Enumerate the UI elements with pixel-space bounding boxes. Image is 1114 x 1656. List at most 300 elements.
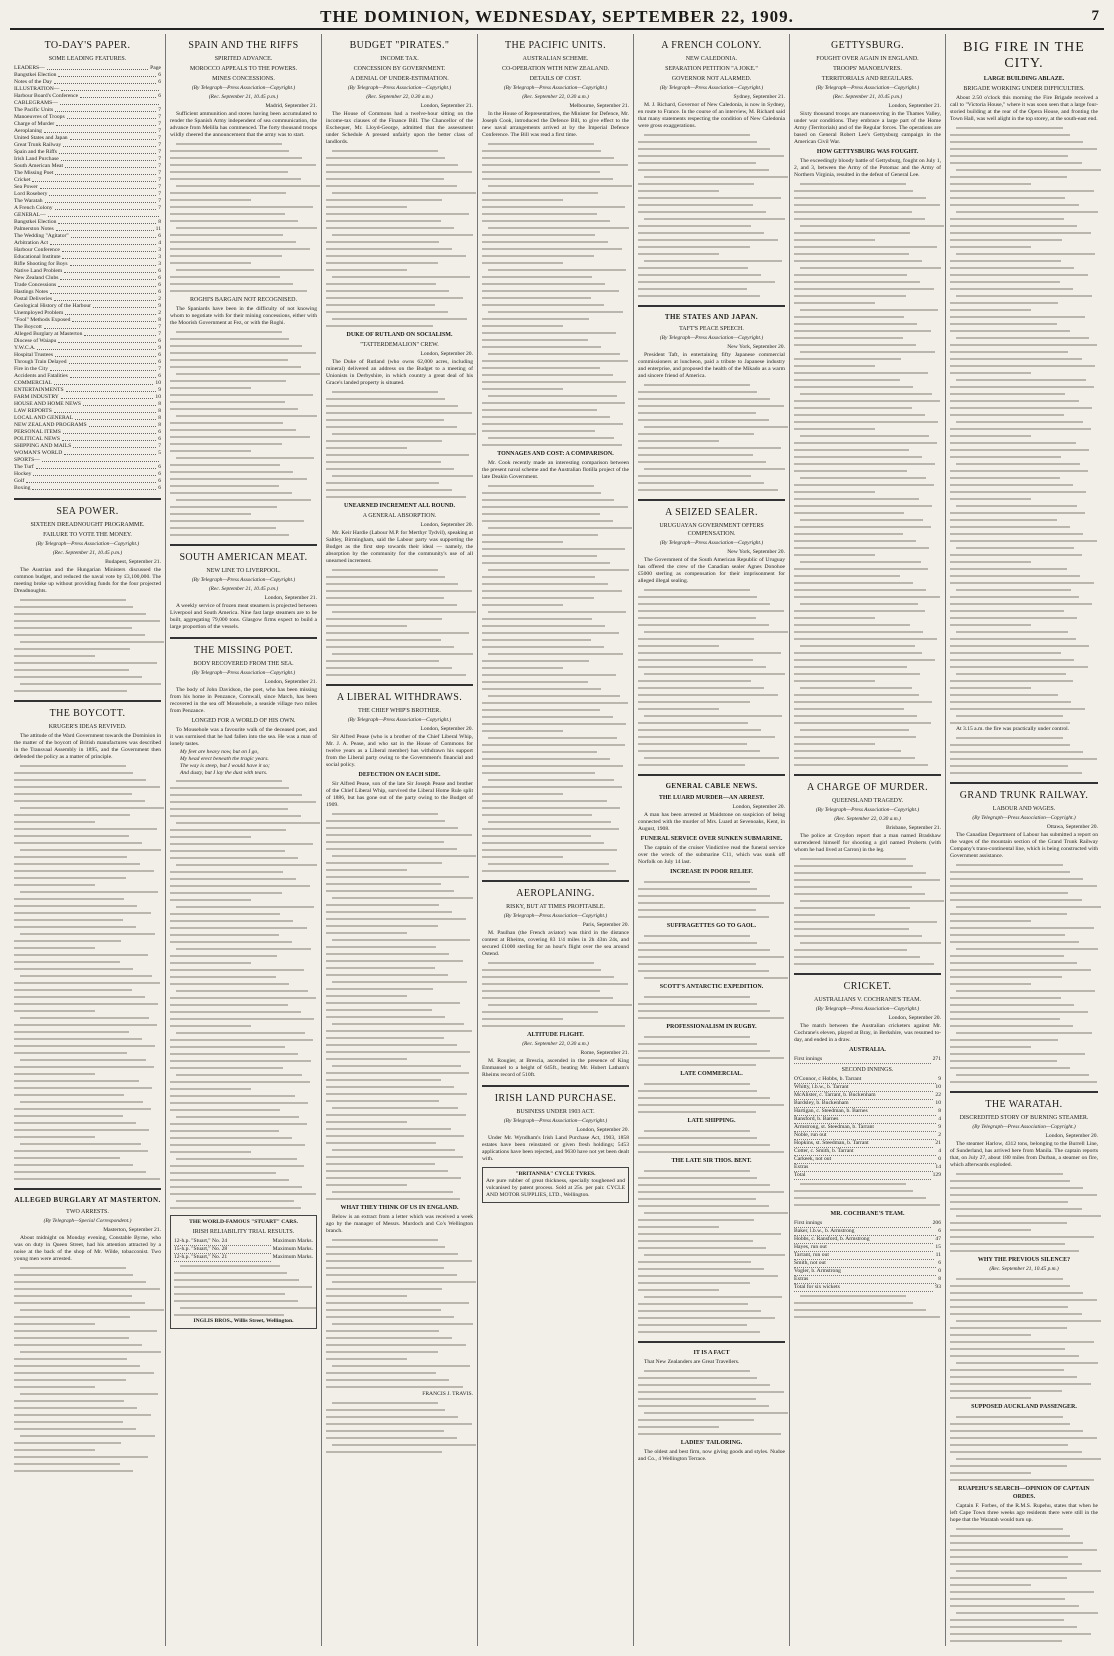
scorecard-row-label: McAlister, c. Tarrant, b. Buckenham xyxy=(794,1092,933,1100)
text-line xyxy=(794,1194,941,1201)
text-line xyxy=(950,355,1098,362)
scorecard-row xyxy=(794,1244,941,1252)
article-text xyxy=(326,566,473,678)
text-line xyxy=(794,911,941,918)
text-line xyxy=(794,488,941,495)
text-line xyxy=(170,259,317,266)
text-line xyxy=(326,189,473,196)
text-line xyxy=(170,861,317,868)
text-line xyxy=(14,652,161,659)
text-line xyxy=(950,1015,1098,1022)
toc-item-label: Notes of the Day xyxy=(14,79,53,85)
article-text xyxy=(950,861,1098,1085)
text-line xyxy=(638,278,785,285)
text-line xyxy=(950,896,1098,903)
poem-subtitle: LONGED FOR A WORLD OF HIS OWN. xyxy=(191,718,296,724)
text-line xyxy=(482,566,629,573)
text-line xyxy=(326,657,473,664)
toc-item-value: 7 xyxy=(158,205,161,211)
text-line xyxy=(326,671,473,678)
toc-item xyxy=(14,79,161,86)
text-line xyxy=(14,1077,161,1084)
article-text xyxy=(170,140,317,294)
text-line xyxy=(950,166,1098,173)
article-text xyxy=(950,1275,1098,1401)
altitude-body: M. Rougier, at Brescia, ascended in the presence of King Emmanuel to a height of 645ft., beating Mr. Hubert Latham's Rheims record of 510ft. xyxy=(482,1058,629,1078)
toc-item-label: CABLEGRAMS— xyxy=(14,100,58,106)
text-line xyxy=(326,203,473,210)
text-line xyxy=(950,910,1098,917)
text-line xyxy=(482,441,629,448)
text-line xyxy=(638,1007,785,1014)
text-line xyxy=(638,1279,785,1286)
article-text xyxy=(638,131,785,299)
text-line xyxy=(482,385,629,392)
text-line xyxy=(950,1448,1098,1455)
toc-item-value: 6 xyxy=(158,72,161,78)
text-line xyxy=(638,131,785,138)
toc-item-label: Spain and the Riffs xyxy=(14,149,57,155)
text-line xyxy=(14,1133,161,1140)
text-line xyxy=(794,558,941,565)
toc-item-value: 7 xyxy=(158,331,161,337)
text-line xyxy=(638,458,785,465)
page-number: 7 xyxy=(1091,8,1100,24)
toc-item-value: 7 xyxy=(158,128,161,134)
text-line xyxy=(326,1264,473,1271)
text-line xyxy=(326,231,473,238)
text-line xyxy=(638,1195,785,1202)
silence-received: (Rec. September 21, 10.45 p.m.) xyxy=(989,1266,1059,1272)
dot-leader xyxy=(83,401,156,406)
text-line xyxy=(174,1262,313,1269)
altitude-dateline: Rome, September 21. xyxy=(580,1050,629,1056)
spain-received: (Rec. September 21, 10.45 p.m.) xyxy=(208,94,279,100)
toc-item xyxy=(14,401,161,408)
text-line xyxy=(950,734,1098,741)
text-line xyxy=(638,1314,785,1321)
text-line xyxy=(482,350,629,357)
text-line xyxy=(794,684,941,691)
unearned-dateline: London, September 20. xyxy=(420,522,473,528)
text-line xyxy=(482,322,629,329)
article-text xyxy=(170,328,317,538)
text-line xyxy=(794,201,941,208)
article-text xyxy=(638,1080,785,1115)
waratah-dateline: London, September 20. xyxy=(1045,1133,1098,1139)
dot-leader xyxy=(56,121,156,126)
toc-item xyxy=(14,135,161,142)
text-line xyxy=(14,1063,161,1070)
text-line xyxy=(638,409,785,416)
scorecard-row xyxy=(794,1164,941,1172)
text-line xyxy=(950,1476,1098,1483)
sealer-body: The Government of the South American Republic of Uruguay has offered the crew of the Canadian sealer Agnes Donohoe £5000 sterling as compensation for their imprisonment for alleged illegal sealing. xyxy=(638,557,785,584)
toc-item xyxy=(14,303,161,310)
text-line xyxy=(14,1439,161,1446)
text-line xyxy=(794,740,941,747)
text-line xyxy=(638,472,785,479)
article-text xyxy=(326,810,473,1202)
grand-trunk-body: The Canadian Department of Labour has submitted a report on the wages of the mountain section of the Grand Trunk Railway Company's trans-continental line, which is being constructed with Government assistance. xyxy=(950,832,1098,859)
text-line xyxy=(482,315,629,322)
text-line xyxy=(794,369,941,376)
dot-leader xyxy=(70,373,156,378)
toc-item xyxy=(14,331,161,338)
text-line xyxy=(326,1376,473,1383)
toc-item-label: Trade Concessions xyxy=(14,282,57,288)
text-line xyxy=(950,1050,1098,1057)
toc-item-value: 7 xyxy=(158,184,161,190)
toc-item-value: 7 xyxy=(158,170,161,176)
text-line xyxy=(794,502,941,509)
text-line xyxy=(14,1467,161,1474)
text-line xyxy=(950,959,1098,966)
burglary-credit: (By Telegraph—Special Correspondent.) xyxy=(43,1218,132,1224)
text-line xyxy=(14,888,161,895)
gettysburg-title: GETTYSBURG. xyxy=(830,40,904,51)
text-line xyxy=(950,1289,1098,1296)
irish-subtitle: BUSINESS UNDER 1903 ACT. xyxy=(516,1109,595,1115)
ladies-title: LADIES' TAILORING. xyxy=(680,1440,743,1446)
fact-title: IT IS A FACT xyxy=(693,1350,730,1356)
text-line xyxy=(170,896,317,903)
text-line xyxy=(950,180,1098,187)
gettysburg-subtitle-2: TROOPS' MANOEUVRES. xyxy=(833,66,902,72)
text-line xyxy=(326,880,473,887)
aeroplaning-subtitle: RISKY, BUT AT TIMES PROFITABLE. xyxy=(506,904,605,910)
toc-item-value: 6 xyxy=(158,338,161,344)
text-line xyxy=(174,1304,313,1311)
dot-leader xyxy=(62,254,156,259)
text-line xyxy=(170,798,317,805)
text-line xyxy=(950,987,1098,994)
text-line xyxy=(482,482,629,489)
text-line xyxy=(950,187,1098,194)
text-line xyxy=(638,1174,785,1181)
text-line xyxy=(794,551,941,558)
text-line xyxy=(638,993,785,1000)
bowling-text xyxy=(794,1292,941,1320)
text-line xyxy=(638,1367,785,1374)
text-line xyxy=(326,1243,473,1250)
scorecard-row-value: 9 xyxy=(938,1124,941,1130)
scorecard-row-label: Hopkins, st. Steedman, b. Tarrant xyxy=(794,1140,933,1148)
toc-item-value: 10 xyxy=(155,380,161,386)
scorecard-row-label: O'Connor, c Hobbs, b. Tarrant xyxy=(794,1076,936,1084)
text-line xyxy=(326,402,473,409)
text-line xyxy=(950,1226,1098,1233)
meat-subtitle: NEW LINE TO LIVERPOOL. xyxy=(206,568,281,574)
text-line xyxy=(638,656,785,663)
text-line xyxy=(950,1071,1098,1078)
text-line xyxy=(326,929,473,936)
text-line xyxy=(794,530,941,537)
text-line xyxy=(326,1139,473,1146)
dot-leader xyxy=(63,142,156,147)
text-line xyxy=(14,790,161,797)
text-line xyxy=(950,1595,1098,1602)
text-line xyxy=(14,1278,161,1285)
text-line xyxy=(174,1269,313,1276)
dot-leader xyxy=(64,450,156,455)
text-line xyxy=(950,1247,1098,1254)
scorecard-row-label: Hartigan, c. Steedman, b. Barnes xyxy=(794,1108,936,1116)
text-line xyxy=(638,1054,785,1061)
toc-item xyxy=(14,310,161,317)
altitude-subtitle: ALTITUDE FLIGHT. xyxy=(527,1032,584,1038)
text-line xyxy=(170,833,317,840)
text-line xyxy=(482,741,629,748)
text-line xyxy=(794,862,941,869)
dot-leader xyxy=(63,429,156,434)
text-line xyxy=(170,203,317,210)
scorecard-row-value: 4 xyxy=(938,1148,941,1154)
text-line xyxy=(950,558,1098,565)
text-line xyxy=(326,486,473,493)
text-line xyxy=(950,1588,1098,1595)
dot-leader xyxy=(71,233,157,238)
text-line xyxy=(950,313,1098,320)
text-line xyxy=(638,1108,785,1115)
pacific-body: In the House of Representatives, the Minister for Defence, Mr. Joseph Cook, introduced the Defence Bill, to give effect to the new naval arrangements arrived at by the Imperial Defence Conference. The Bill was read a first time. xyxy=(482,111,629,138)
text-line xyxy=(794,397,941,404)
toc-item-label: "Fool" Methods Exposed xyxy=(14,317,71,323)
text-line xyxy=(638,698,785,705)
text-line xyxy=(14,596,161,603)
text-line xyxy=(170,805,317,812)
text-line xyxy=(950,1338,1098,1345)
rutland-body: The Duke of Rutland (who owns 62,000 acres, including mineral) delivered an address on the Budget to a meeting of Unionists in Derbyshire, in which country a great deal of his Grace's landed property is situated. xyxy=(326,359,473,386)
text-line xyxy=(326,1369,473,1376)
dot-leader xyxy=(60,100,159,105)
text-line xyxy=(170,1085,317,1092)
text-line xyxy=(326,451,473,458)
text-line xyxy=(950,306,1098,313)
text-line xyxy=(794,904,941,911)
text-line xyxy=(170,189,317,196)
text-line xyxy=(14,874,161,881)
french-colony-subtitle: NEW CALEDONIA. xyxy=(685,56,738,62)
text-line xyxy=(950,691,1098,698)
text-line xyxy=(170,910,317,917)
text-line xyxy=(794,747,941,754)
liberal-dateline: London, September 20. xyxy=(420,726,473,732)
scorecard-row-value: 2 xyxy=(938,1132,941,1138)
pacific-subtitle-3: DETAILS OF COST. xyxy=(529,76,582,82)
text-line xyxy=(638,1202,785,1209)
text-line xyxy=(794,1292,941,1299)
text-line xyxy=(950,1331,1098,1338)
text-line xyxy=(482,748,629,755)
text-line xyxy=(482,720,629,727)
gettysburg-dateline: London, September 21. xyxy=(888,103,941,109)
text-line xyxy=(638,761,785,768)
text-line xyxy=(14,1376,161,1383)
text-line xyxy=(326,1111,473,1118)
toc-item-label: United States and Japan xyxy=(14,135,68,141)
text-line xyxy=(950,453,1098,460)
text-line xyxy=(950,952,1098,959)
text-line xyxy=(326,224,473,231)
text-line xyxy=(14,1007,161,1014)
text-line xyxy=(326,1334,473,1341)
text-line xyxy=(326,1420,473,1427)
irish-body: Under Mr. Wyndham's Irish Land Purchase Act, 1903, 1858 estates have been reinstated or given fresh holdings; 5453 applications have been rejected, and 9630 have not yet been dealt with. xyxy=(482,1135,629,1162)
text-line xyxy=(950,439,1098,446)
text-line xyxy=(638,201,785,208)
text-line xyxy=(170,531,317,538)
text-line xyxy=(170,398,317,405)
text-line xyxy=(170,252,317,259)
text-line xyxy=(638,899,785,906)
text-line xyxy=(794,876,941,883)
dot-leader xyxy=(93,303,156,308)
text-line xyxy=(638,719,785,726)
spain-body: Sufficient ammunition and stores having been accumulated to render the Spanish Army independent of sea communication, the advance from Melilla has commenced. The forty thousand troops wildly cheered the announcement that the army was to start. xyxy=(170,111,317,138)
text-line xyxy=(794,607,941,614)
murder-subtitle: QUEENSLAND TRAGEDY. xyxy=(831,798,904,804)
toc-item-value: 7 xyxy=(158,324,161,330)
text-line xyxy=(170,952,317,959)
toc-item-value: 4 xyxy=(158,240,161,246)
toc-item-value: 7 xyxy=(158,149,161,155)
text-line xyxy=(174,1283,313,1290)
toc-item xyxy=(14,373,161,380)
sealer-title: A SEIZED SEALER. xyxy=(665,507,758,518)
text-line xyxy=(170,1141,317,1148)
toc-item-value: 6 xyxy=(158,373,161,379)
text-line xyxy=(950,572,1098,579)
text-line xyxy=(482,860,629,867)
toc-item xyxy=(14,450,161,457)
sealer-dateline: New York, September 20. xyxy=(727,549,785,555)
gettysburg-body: Sixty thousand troops are manoeuvring in the Thames Valley, under war conditions. They embrace a large part of the Home Army (Territorials) and of the Regular forces. The operations are based on General Robert Lee's Gettysburg campaign in the American Civil War. xyxy=(794,111,941,145)
text-line xyxy=(170,210,317,217)
australia-scorecard xyxy=(794,1076,941,1180)
silence-subtitle: WHY THE PREVIOUS SILENCE? xyxy=(977,1257,1071,1263)
text-line xyxy=(482,804,629,811)
text-line xyxy=(170,868,317,875)
text-line xyxy=(950,474,1098,481)
text-line xyxy=(14,1404,161,1411)
text-line xyxy=(950,145,1098,152)
text-line xyxy=(950,1373,1098,1380)
scorecard-row-value: 4 xyxy=(938,1116,941,1122)
toc-item-label: South American Meat xyxy=(14,163,64,169)
text-line xyxy=(326,629,473,636)
dot-leader xyxy=(62,436,156,441)
text-line xyxy=(326,259,473,266)
text-line xyxy=(638,1328,785,1335)
text-line xyxy=(950,173,1098,180)
dot-leader xyxy=(32,485,156,490)
text-line xyxy=(638,1040,785,1047)
dot-leader xyxy=(55,107,156,112)
toc-item xyxy=(14,422,161,429)
text-line xyxy=(950,1043,1098,1050)
toc-item xyxy=(14,198,161,205)
text-line xyxy=(326,238,473,245)
text-line xyxy=(170,231,317,238)
dot-leader xyxy=(54,296,156,301)
text-line xyxy=(14,993,161,1000)
text-line xyxy=(170,440,317,447)
text-line xyxy=(170,468,317,475)
text-line xyxy=(950,460,1098,467)
text-line xyxy=(14,1383,161,1390)
text-line xyxy=(794,341,941,348)
scorecard-row-value: 9 xyxy=(938,1076,941,1082)
australia-second-heading: SECOND INNINGS. xyxy=(841,1067,894,1073)
ad-result-row xyxy=(174,1246,313,1254)
text-line xyxy=(14,1355,161,1362)
text-line xyxy=(482,636,629,643)
text-line xyxy=(638,747,785,754)
text-line xyxy=(170,819,317,826)
text-line xyxy=(950,1609,1098,1616)
text-line xyxy=(326,210,473,217)
text-line xyxy=(638,642,785,649)
toc-item xyxy=(14,72,161,79)
ad-subtitle: IRISH RELIABILITY TRIAL RESULTS. xyxy=(192,1229,295,1235)
text-line xyxy=(170,175,317,182)
text-line xyxy=(326,409,473,416)
text-line xyxy=(14,839,161,846)
article-text xyxy=(638,1033,785,1068)
toc-item-label: Hockey xyxy=(14,471,32,477)
text-line xyxy=(482,678,629,685)
scorecard-row-value: 129 xyxy=(932,1172,941,1178)
toc-item xyxy=(14,380,161,387)
dot-leader xyxy=(54,79,156,84)
text-line xyxy=(482,629,629,636)
text-line xyxy=(170,1008,317,1015)
scorecard-row-label: Baker, l.b.w., b. Armstrong xyxy=(794,1228,936,1236)
text-line xyxy=(170,777,317,784)
text-line xyxy=(794,390,941,397)
text-line xyxy=(326,154,473,161)
text-line xyxy=(794,572,941,579)
text-line xyxy=(170,154,317,161)
text-line xyxy=(638,1423,785,1430)
toc-item xyxy=(14,240,161,247)
toc-item xyxy=(14,107,161,114)
text-line xyxy=(950,1462,1098,1469)
text-line xyxy=(326,1313,473,1320)
text-line xyxy=(326,1327,473,1334)
scorecard-row-label: Hayes, run out xyxy=(794,1244,933,1252)
text-line xyxy=(14,776,161,783)
text-line xyxy=(950,523,1098,530)
toc-item xyxy=(14,170,161,177)
text-line xyxy=(950,1574,1098,1581)
poet-title: THE MISSING POET. xyxy=(193,645,294,656)
text-line xyxy=(170,1106,317,1113)
text-line xyxy=(638,1321,785,1328)
scorecard-row xyxy=(794,1268,941,1276)
text-line xyxy=(950,1324,1098,1331)
meat-credit: (By Telegraph—Press Association—Copyright.) xyxy=(191,577,296,583)
text-line xyxy=(326,1146,473,1153)
text-line xyxy=(638,264,785,271)
text-line xyxy=(950,719,1098,726)
toc-item-label: Accidents and Fatalities xyxy=(14,373,68,379)
text-line xyxy=(482,489,629,496)
text-line xyxy=(950,705,1098,712)
toc-item xyxy=(14,128,161,135)
text-line xyxy=(950,1219,1098,1226)
